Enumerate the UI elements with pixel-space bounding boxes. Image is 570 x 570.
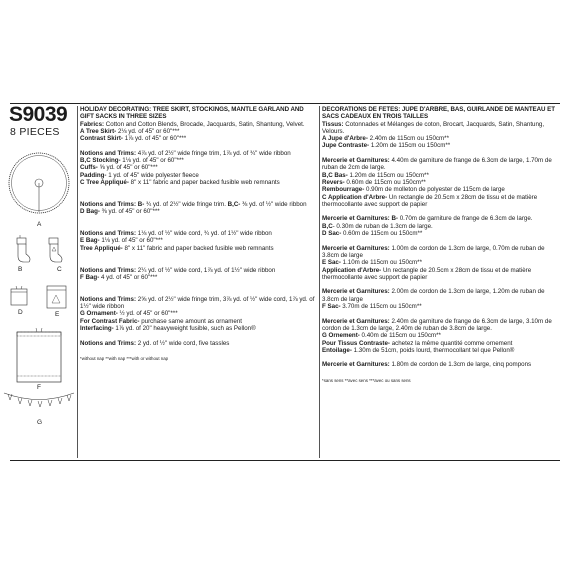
fabrics-line: Fabrics: Cotton and Cotton Blends, Brocade, Jacquards, Satin, Shantung, Velvet.	[80, 120, 305, 128]
bag-e-drawing	[47, 286, 66, 308]
entoilage-line: Entoilage- 1.30m de 51cm, poids lourd, thermocollant tel que Pellon®	[322, 346, 515, 354]
e-sac-line: E Sac- 1.10m de 115cm ou 150cm**	[322, 259, 422, 267]
bag-d-drawing	[11, 286, 27, 305]
view-label-e: E	[55, 311, 60, 318]
e-bag-line: E Bag- 1⅛ yd. of 45" or 60"***	[80, 237, 163, 245]
stocking-c-drawing	[49, 238, 62, 262]
g-ornament-line: G Ornament- ½ yd. of 45" or 60"***	[80, 310, 178, 318]
tissus-line: Tissus: Cotonnades et Mélanges de coton, Brocart, Jacquards, Satin, Shantung, Velours.	[322, 120, 545, 135]
stocking-line: B,C Stocking- 1⅛ yd. of 45" or 60"***	[80, 157, 184, 165]
d-bag-line: D Bag- ⅜ yd. of 45" or 60"***	[80, 208, 160, 216]
view-label-d: D	[18, 309, 23, 316]
views-line-drawings	[0, 150, 78, 460]
tree-skirt-line: A Tree Skirt- 2⅛ yd. of 45" or 60"***	[80, 127, 180, 135]
mercerie-e-line: Mercerie et Garnitures: 2.00m de cordon de 1.3cm de large, 1.20m de ruban de 3.8cm de large	[322, 288, 545, 303]
notions-d-line: Notions and Trims: 1⅛ yd. of ½" wide cord, ¾ yd. of 1½" wide ribbon	[80, 230, 272, 238]
view-label-c: C	[57, 266, 62, 273]
top-divider	[10, 103, 560, 104]
view-label-a: A	[37, 221, 42, 228]
french-footnote: *sans sens **avec sens ***avec ou sans sens	[322, 377, 411, 383]
mercerie-a-line: Mercerie et Garnitures: 4.40m de garniture de frange de 6.3cm de large, 1.70m de ruban de 2cm de large.	[322, 157, 552, 172]
column-divider-middle	[319, 106, 320, 458]
notions-e-line: Notions and Trims: 2¼ yd. of ½" wide cord, 1⅞ yd. of 1½" wide ribbon	[80, 266, 276, 274]
notions-a-line: Notions and Trims: 4⅞ yd. of 2½" wide fringe trim, 1⅞ yd. of ¾" wide ribbon	[80, 149, 291, 157]
bc-ruban-line: B,C- 0.30m de ruban de 1.3cm de large.	[322, 222, 433, 230]
application-line: Application d'Arbre- Un rectangle de 20.5cm x 28cm de tissu et de matière thermocollante avec support de papier	[322, 266, 532, 281]
d-sac-line: D Sac- 0.60m de 115cm ou 150cm**	[322, 230, 423, 238]
stocking-b-drawing	[17, 235, 30, 262]
bag-f-drawing	[17, 328, 61, 382]
view-label-g: G	[37, 419, 43, 426]
f-sac-line: F Sac- 3.70m de 115cm ou 150cm**	[322, 303, 422, 311]
contrast-fabric-line: For Contrast Fabric- purchase same amount as ornament	[80, 317, 242, 325]
mercerie-d-line: Mercerie et Garnitures: 1.00m de cordon de 1.3cm de large, 0.70m de ruban de 3.8cm de large	[322, 244, 545, 259]
contrast-skirt-line: Contrast Skirt- 1⅞ yd. of 45" or 60"***	[80, 135, 187, 143]
pieces-count: 8 PIECES	[10, 126, 60, 138]
french-column	[322, 106, 558, 383]
bottom-divider	[10, 460, 560, 461]
rembourrage-line: Rembourrage- 0.90m de molleton de polyester de 115cm de large	[322, 186, 505, 194]
jupe-contraste-line: Jupe Contraste- 1.20m de 115cm ou 150cm**	[322, 142, 451, 150]
cuffs-line: Cuffs- ⅝ yd. of 45" or 60"***	[80, 164, 158, 172]
garland-g-drawing	[4, 393, 74, 407]
mercerie-b-line: Mercerie et Garnitures: B- 0.70m de garniture de frange de 6.3cm de large.	[322, 215, 533, 223]
notions-f-line: Notions and Trims: 2⅝ yd. of 2½" wide fringe trim, 3⅞ yd. of ½" wide cord, 1⅞ yd. of 1½" wide ribbon	[80, 295, 315, 311]
english-heading: HOLIDAY DECORATING: TREE SKIRT, STOCKINGS, MANTLE GARLAND AND GIFT SACKS IN THREE SIZES	[80, 106, 304, 121]
view-label-f: F	[37, 384, 41, 391]
notions-bc-line: Notions and Trims: B- ¾ yd. of 2½" wide fringe trim. B,C- ⅜ yd. of ½" wide ribbon	[80, 200, 307, 208]
mercerie-g-line: Mercerie et Garnitures: 1.80m de cordon de 1.3cm de large, cinq pompons	[322, 361, 532, 369]
pattern-number: S9039	[9, 103, 68, 126]
english-footnote: *without nap **with nap ***with or without nap	[80, 356, 169, 362]
bas-line: B,C Bas- 1.20m de 115cm ou 150cm**	[322, 171, 429, 179]
notions-g-line: Notions and Trims: 2 yd. of ½" wide cord, five tassles	[80, 339, 230, 347]
tree-applique-line: Tree Appliqué- 8" x 11" fabric and paper backed fusible web remnants	[80, 244, 274, 252]
c-tree-applique-line: C Tree Appliqué- 8" x 11" fabric and paper backed fusible web remnants	[80, 178, 280, 186]
french-heading: DECORATIONS DE FETES: JUPE D'ARBRE, BAS, GUIRLANDE DE MANTEAU ET SACS CADEAUX EN TROIS TAILLES	[322, 106, 555, 121]
c-application-line: C Application d'Arbre- Un rectangle de 20.5cm x 28cm de tissu et de matière thermocollante avec support de papier	[322, 193, 538, 208]
view-label-b: B	[18, 266, 23, 273]
f-bag-line: F Bag- 4 yd. of 45" or 60"***	[80, 273, 158, 281]
revers-line: Revers- 0.60m de 115cm ou 150cm**	[322, 178, 426, 186]
jupe-arbre-line: A Jupe d'Arbre- 2.40m de 115cm ou 150cm**	[322, 135, 449, 143]
interfacing-line: Interfacing- 1⅞ yd. of 20" heavyweight fusible, such as Pellon®	[80, 324, 256, 332]
mercerie-f-line: Mercerie et Garnitures: 2.40m de garniture de frange de 6.3cm de large, 3.10m de cordon de 1.3cm de large, 2.40m de ruban de 3.8cm de large.	[322, 317, 552, 332]
pour-tissus-line: Pour Tissus Contraste- achetez la même quantité comme ornement	[322, 339, 513, 347]
tree-skirt-drawing	[9, 153, 69, 213]
english-column	[80, 106, 317, 361]
padding-line: Padding- 1 yd. of 45" wide polyester fleece	[80, 171, 199, 179]
g-ornement-line: G Ornement- 0.40m de 115cm ou 150cm**	[322, 332, 441, 340]
